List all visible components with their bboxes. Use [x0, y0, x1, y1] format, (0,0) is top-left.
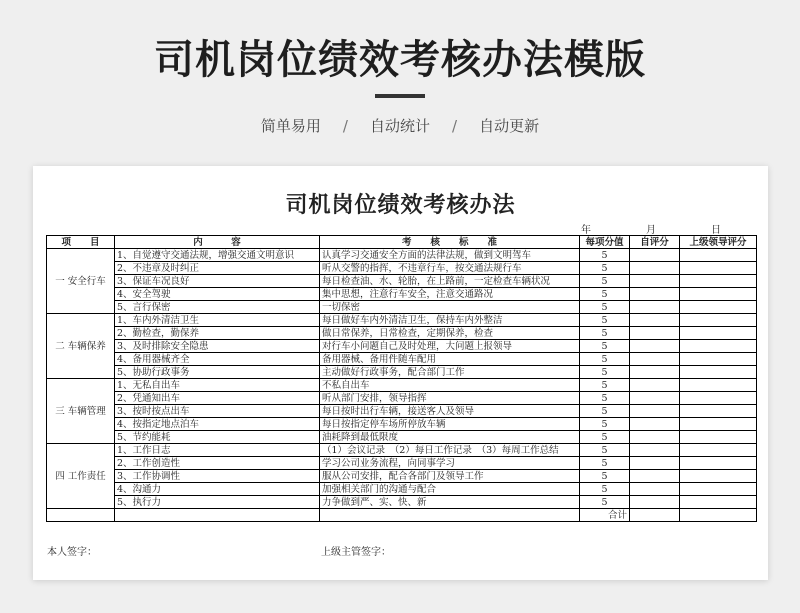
title-underline [375, 94, 425, 98]
table-row [47, 457, 757, 470]
score-cell: 5 [580, 249, 630, 262]
header-standard: 考 核 标 准 [320, 236, 580, 249]
standard-cell: 加强相关部门的沟通与配合 [320, 483, 580, 496]
score-cell: 5 [580, 275, 630, 288]
table-row [47, 314, 757, 327]
total-label: 合计 [580, 509, 630, 522]
score-cell: 5 [580, 392, 630, 405]
score-cell: 5 [580, 353, 630, 366]
content-cell: 5、执行力 [115, 496, 320, 509]
content-cell: 2、不违章及时纠正 [115, 262, 320, 275]
content-cell: 2、勤检查，勤保养 [115, 327, 320, 340]
table-header-row [47, 236, 757, 249]
table-row [47, 327, 757, 340]
superior-score-cell[interactable] [680, 327, 757, 340]
table-row [47, 470, 757, 483]
self-score-cell[interactable] [630, 405, 680, 418]
superior-score-cell[interactable] [680, 275, 757, 288]
score-cell: 5 [580, 366, 630, 379]
header-self-score: 自评分 [630, 236, 680, 249]
header-superior-score: 上级领导评分 [680, 236, 757, 249]
content-cell: 1、工作日志 [115, 444, 320, 457]
score-cell: 5 [580, 327, 630, 340]
date-day: 日 [711, 225, 721, 236]
standard-cell: 对行车小问题自己及时处理，大问题上报领导 [320, 340, 580, 353]
self-score-cell[interactable] [630, 314, 680, 327]
score-cell: 5 [580, 314, 630, 327]
table-row [47, 366, 757, 379]
table-row [47, 301, 757, 314]
table-row [47, 288, 757, 301]
category-cell: 三 车辆管理 [47, 379, 115, 444]
content-cell: 4、安全驾驶 [115, 288, 320, 301]
document-title: 司机岗位绩效考核办法 [285, 192, 516, 218]
content-cell: 4、按指定地点泊车 [115, 418, 320, 431]
separator: / [452, 117, 458, 135]
self-score-cell[interactable] [630, 483, 680, 496]
total-blank [320, 509, 580, 522]
table-row [47, 275, 757, 288]
table-row [47, 496, 757, 509]
standard-cell: 听从交警的指挥，不违章行车，按交通法规行车 [320, 262, 580, 275]
feature-tagline [0, 115, 800, 136]
self-score-cell[interactable] [630, 392, 680, 405]
superior-score-cell[interactable] [680, 288, 757, 301]
content-cell: 1、自觉遵守交通法规，增强交通文明意识 [115, 249, 320, 262]
superior-score-cell[interactable] [680, 301, 757, 314]
self-score-cell[interactable] [630, 262, 680, 275]
self-score-cell[interactable] [630, 496, 680, 509]
self-score-cell[interactable] [630, 288, 680, 301]
superior-score-cell[interactable] [680, 483, 757, 496]
superior-score-cell[interactable] [680, 379, 757, 392]
page-title: 司机岗位绩效考核办法模版 [154, 37, 646, 83]
feature-easy: 简单易用 [260, 117, 321, 135]
table-row [47, 392, 757, 405]
score-cell: 5 [580, 301, 630, 314]
table-row [47, 444, 757, 457]
separator: / [342, 117, 348, 135]
superior-score-cell[interactable] [680, 249, 757, 262]
total-blank [47, 509, 115, 522]
score-cell: 5 [580, 470, 630, 483]
table-row [47, 353, 757, 366]
superior-score-cell[interactable] [680, 496, 757, 509]
table-row [47, 249, 757, 262]
standard-cell: （1）会议记录 （2）每日工作记录 （3）每周工作总结 [320, 444, 580, 457]
date-month: 月 [646, 225, 656, 236]
standard-cell: 每日做好车内外清洁卫生，保持车内外整洁 [320, 314, 580, 327]
total-blank [115, 509, 320, 522]
score-cell: 5 [580, 457, 630, 470]
self-score-cell[interactable] [630, 353, 680, 366]
content-cell: 3、及时排除安全隐患 [115, 340, 320, 353]
content-cell: 3、按时按点出车 [115, 405, 320, 418]
self-score-cell[interactable] [630, 431, 680, 444]
superior-score-cell[interactable] [680, 340, 757, 353]
category-cell: 二 车辆保养 [47, 314, 115, 379]
self-signature-label: 本人签字： [47, 547, 97, 558]
content-cell: 1、无私自出车 [115, 379, 320, 392]
self-score-cell[interactable] [630, 275, 680, 288]
superior-score-cell[interactable] [680, 262, 757, 275]
self-score-cell[interactable] [630, 457, 680, 470]
self-score-cell[interactable] [630, 366, 680, 379]
header-item: 项 目 [47, 236, 115, 249]
self-score-cell[interactable] [630, 327, 680, 340]
table-row [47, 379, 757, 392]
superior-signature-label: 上级主管签字： [321, 547, 391, 558]
header-score-per: 每项分值 [580, 236, 630, 249]
standard-cell: 不私自出车 [320, 379, 580, 392]
score-cell: 5 [580, 431, 630, 444]
content-cell: 4、沟通力 [115, 483, 320, 496]
score-cell: 5 [580, 288, 630, 301]
standard-cell: 集中思想，注意行车安全，注意交通路况 [320, 288, 580, 301]
standard-cell: 力争做到严、实、快、新 [320, 496, 580, 509]
total-superior-score-cell[interactable] [680, 509, 757, 522]
table-row [47, 483, 757, 496]
superior-score-cell[interactable] [680, 353, 757, 366]
standard-cell: 一切保密 [320, 301, 580, 314]
score-cell: 5 [580, 444, 630, 457]
superior-score-cell[interactable] [680, 314, 757, 327]
score-cell: 5 [580, 405, 630, 418]
table-row [47, 418, 757, 431]
total-row [47, 509, 757, 522]
self-score-cell[interactable] [630, 340, 680, 353]
standard-cell: 油耗降到最低限度 [320, 431, 580, 444]
table-row [47, 340, 757, 353]
superior-score-cell[interactable] [680, 431, 757, 444]
content-cell: 5、节约能耗 [115, 431, 320, 444]
standard-cell: 认真学习交通安全方面的法律法规，做到文明驾车 [320, 249, 580, 262]
score-cell: 5 [580, 418, 630, 431]
date-row [581, 221, 721, 236]
table-row [47, 262, 757, 275]
superior-score-cell[interactable] [680, 418, 757, 431]
content-cell: 3、保证车况良好 [115, 275, 320, 288]
document-sheet [33, 166, 768, 580]
self-score-cell[interactable] [630, 470, 680, 483]
score-cell: 5 [580, 496, 630, 509]
category-cell: 四 工作责任 [47, 444, 115, 509]
content-cell: 3、工作协调性 [115, 470, 320, 483]
superior-score-cell[interactable] [680, 366, 757, 379]
standard-cell: 每日检查油、水、轮胎，在上路前，一定检查车辆状况 [320, 275, 580, 288]
standard-cell: 备用器械、备用件随车配用 [320, 353, 580, 366]
score-cell: 5 [580, 262, 630, 275]
self-score-cell[interactable] [630, 379, 680, 392]
superior-score-cell[interactable] [680, 405, 757, 418]
table-row [47, 405, 757, 418]
standard-cell: 做日常保养，日常检查，定期保养，检查 [320, 327, 580, 340]
content-cell: 2、凭通知出车 [115, 392, 320, 405]
superior-score-cell[interactable] [680, 470, 757, 483]
score-cell: 5 [580, 379, 630, 392]
evaluation-table [46, 235, 757, 522]
self-score-cell[interactable] [630, 418, 680, 431]
standard-cell: 听从部门安排，领导指挥 [320, 392, 580, 405]
superior-score-cell[interactable] [680, 392, 757, 405]
self-score-cell[interactable] [630, 444, 680, 457]
standard-cell: 每日按时出行车辆，接送客人及领导 [320, 405, 580, 418]
header-content: 内 容 [115, 236, 320, 249]
content-cell: 2、工作创造性 [115, 457, 320, 470]
superior-score-cell[interactable] [680, 444, 757, 457]
content-cell: 5、协助行政事务 [115, 366, 320, 379]
date-year: 年 [581, 225, 591, 236]
self-score-cell[interactable] [630, 301, 680, 314]
feature-auto-stat: 自动统计 [369, 117, 430, 135]
superior-score-cell[interactable] [680, 457, 757, 470]
feature-auto-update: 自动更新 [479, 117, 540, 135]
table-row [47, 431, 757, 444]
standard-cell: 主动做好行政事务，配合部门工作 [320, 366, 580, 379]
content-cell: 1、车内外清洁卫生 [115, 314, 320, 327]
content-cell: 5、言行保密 [115, 301, 320, 314]
self-score-cell[interactable] [630, 249, 680, 262]
standard-cell: 学习公司业务流程，向同事学习 [320, 457, 580, 470]
standard-cell: 服从公司安排，配合各部门及领导工作 [320, 470, 580, 483]
category-cell: 一 安全行车 [47, 249, 115, 314]
score-cell: 5 [580, 483, 630, 496]
standard-cell: 每日按指定停车场所停放车辆 [320, 418, 580, 431]
total-self-score-cell[interactable] [630, 509, 680, 522]
content-cell: 4、备用器械齐全 [115, 353, 320, 366]
score-cell: 5 [580, 340, 630, 353]
